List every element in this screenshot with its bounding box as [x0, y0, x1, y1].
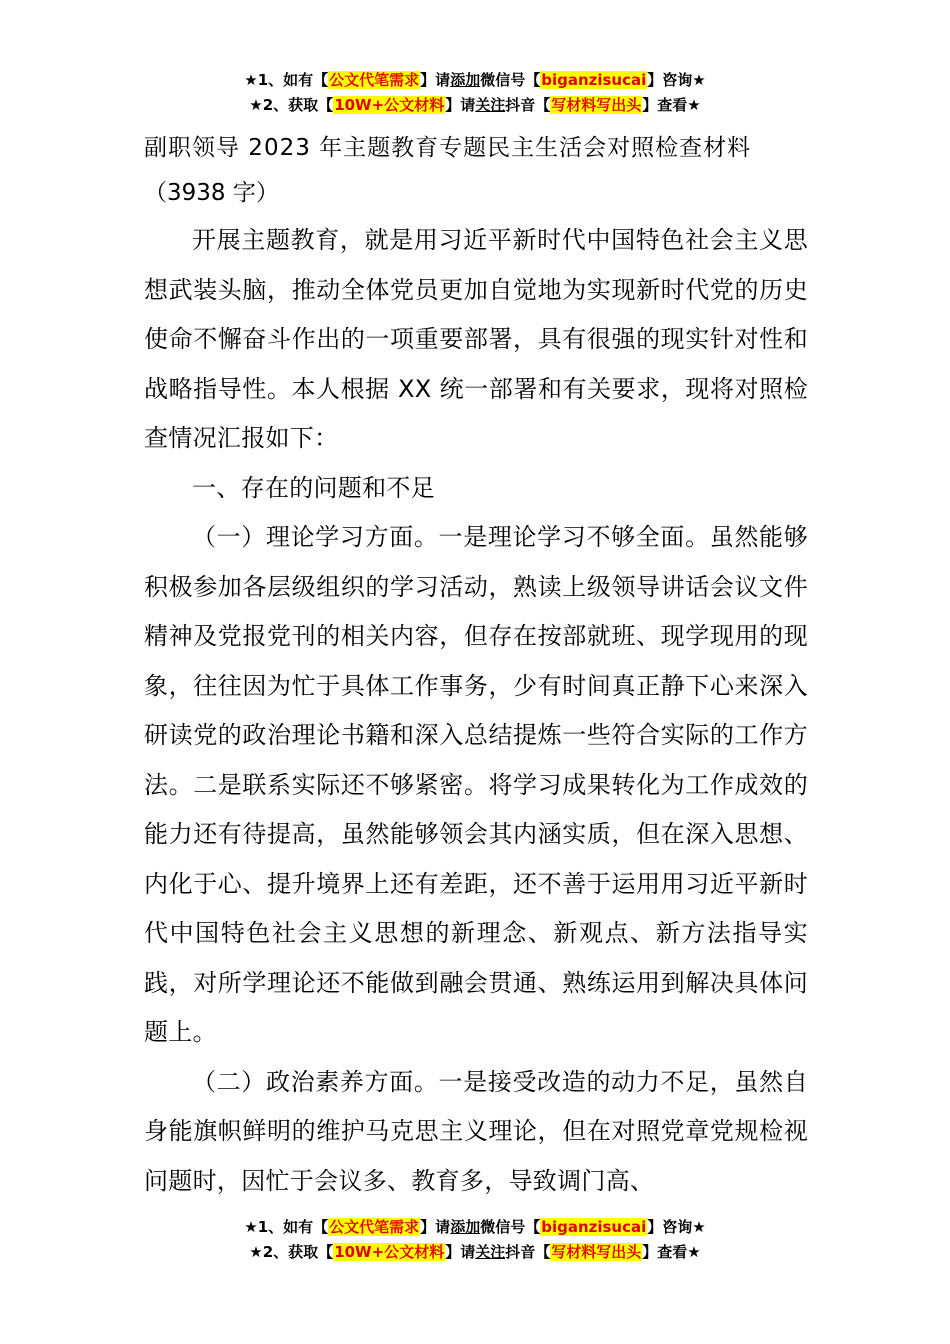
promo-line-1: ★1、如有【公文代笔需求】请添加微信号【biganzisucai】咨询★: [244, 71, 706, 89]
document-title: 副职领导 2023 年主题教育专题民主生活会对照检查材料: [144, 135, 752, 161]
promo-highlight-wechat-id: biganzisucai: [541, 1218, 647, 1236]
theory-study-paragraph: （一）理论学习方面。一是理论学习不够全面。虽然能够积极参加各层级组织的学习活动，熟读上级领导讲话会议文件精神及党报党刊的相关内容，但存在按部就班、现学现用的现象，往往因为忙于具体工作事务，少有时间真正静下心来深入研读党的政治理论书籍和深入总结提炼一些符合实际的工作方法。二是联系实际还不够紧密。将学习成果转化为工作成效的能力还有待提高，虽然能够领会其内涵实质，但在深入思想、内化于心、提升境界上还有差距，还不善于运用用习近平新时代中国特色社会主义思想的新理念、新观点、新方法指导实践，对所学理论还不能做到融会贯通、熟练运用到解决具体问题上。: [144, 523, 808, 1046]
promo-highlight-service: 公文代笔需求: [329, 1218, 420, 1236]
promo-highlight-service: 公文代笔需求: [329, 71, 420, 89]
promo-highlight-materials: 10W+公文材料: [334, 1243, 445, 1261]
promo-highlight-douyin: 写材料写出头: [551, 96, 642, 114]
promo-line-2: ★2、获取【10W+公文材料】请关注抖音【写材料写出头】查看★: [249, 1243, 701, 1261]
header-promo-banner: [0, 68, 950, 118]
word-count: （3938 字）: [144, 180, 279, 206]
document-body: [144, 124, 808, 1206]
footer-promo-banner: [0, 1215, 950, 1265]
promo-line-1: ★1、如有【公文代笔需求】请添加微信号【biganzisucai】咨询★: [244, 1218, 706, 1236]
promo-highlight-materials: 10W+公文材料: [334, 96, 445, 114]
promo-line-2: ★2、获取【10W+公文材料】请关注抖音【写材料写出头】查看★: [249, 96, 701, 114]
promo-highlight-wechat-id: biganzisucai: [541, 71, 647, 89]
section-heading: 一、存在的问题和不足: [192, 473, 435, 502]
promo-highlight-douyin: 写材料写出头: [551, 1243, 642, 1261]
political-quality-paragraph: （二）政治素养方面。一是接受改造的动力不足，虽然自身能旗帜鲜明的维护马克思主义理论，但在对照党章党规检视问题时，因忙于会议多、教育多，导致调门高、: [144, 1067, 808, 1195]
intro-paragraph: 开展主题教育，就是用习近平新时代中国特色社会主义思想武装头脑，推动全体党员更加自觉地为实现新时代党的历史使命不懈奋斗作出的一项重要部署，具有很强的现实针对性和战略指导性。本人根据 XX 统一部署和有关要求，现将对照检查情况汇报如下：: [144, 226, 808, 452]
